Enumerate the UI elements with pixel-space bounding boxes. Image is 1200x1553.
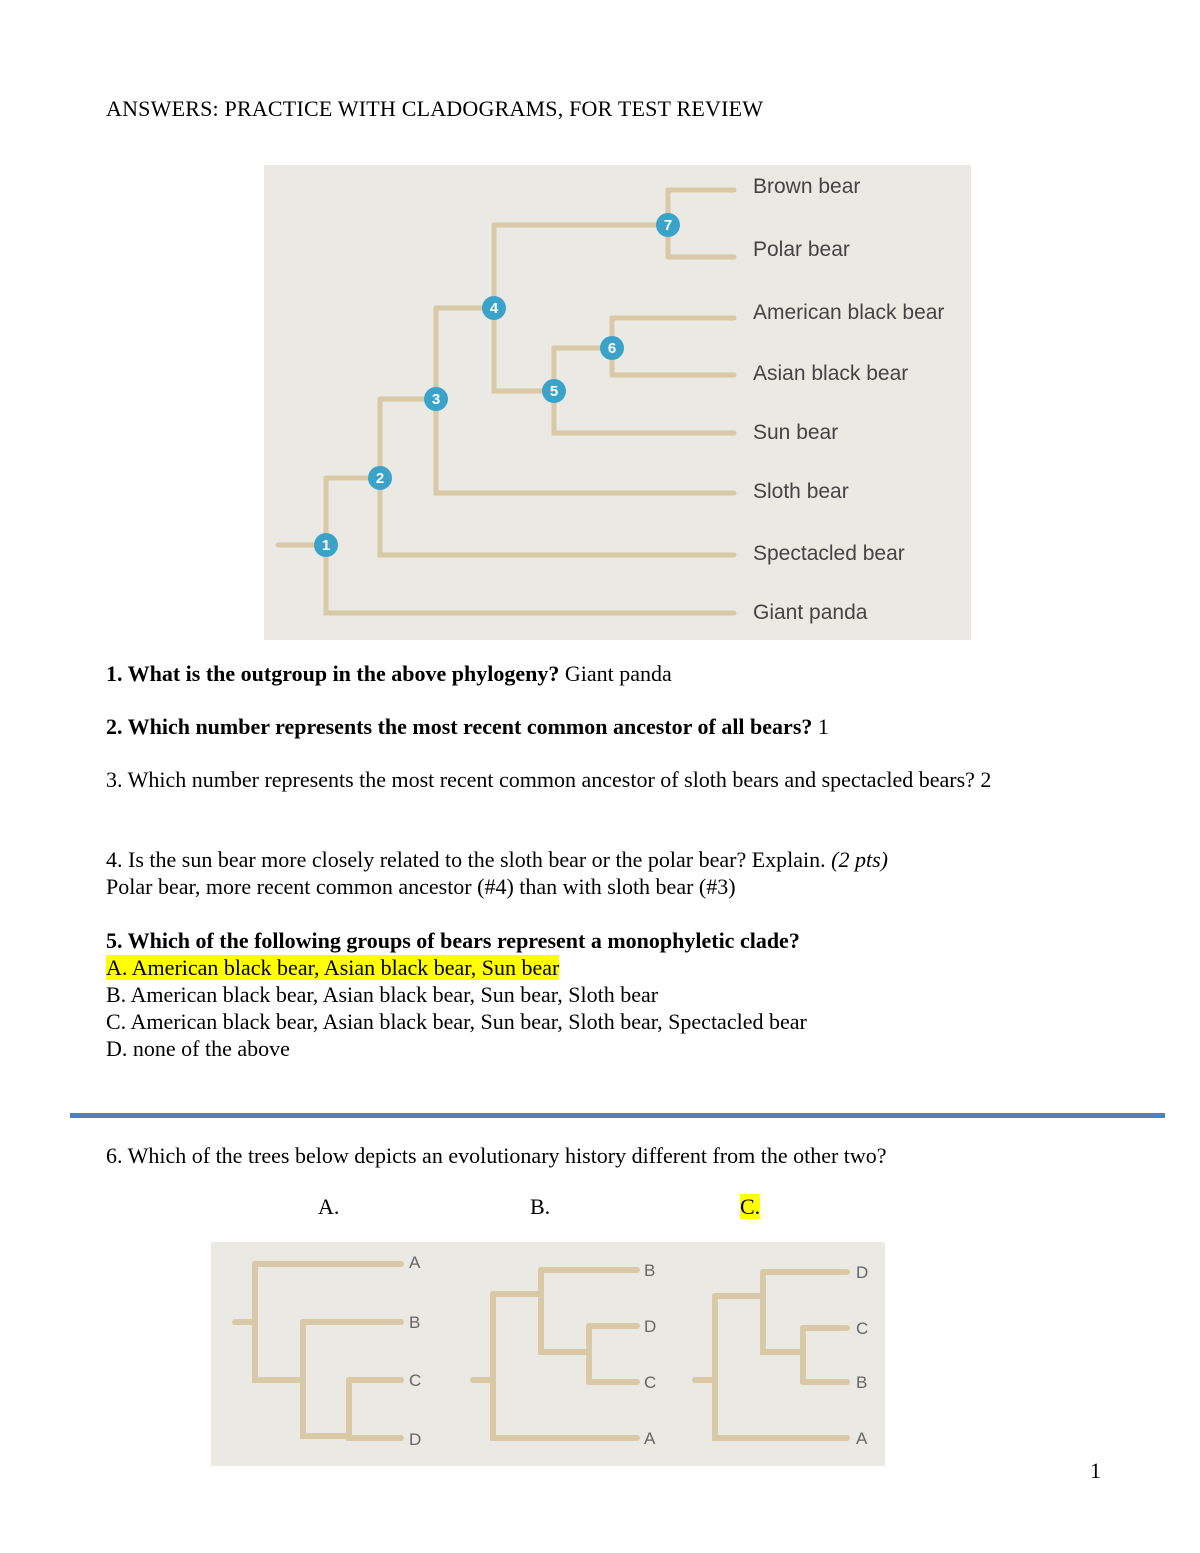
question-4-prompt: 4. Is the sun bear more closely related to the sloth bear or the polar bear? Explain. <box>106 847 826 872</box>
tree-label-c-highlighted: C. <box>740 1194 761 1219</box>
tree-a-tip: C <box>409 1371 422 1390</box>
option-b: B. American black bear, Asian black bear, Sun bear, Sloth bear <box>106 982 659 1007</box>
tree-c-tip: C <box>856 1319 869 1338</box>
taxon-label: Polar bear <box>753 238 850 261</box>
tree-b-tip: C <box>644 1373 657 1392</box>
page-title: ANSWERS: PRACTICE WITH CLADOGRAMS, FOR TEST REVIEW <box>106 96 764 121</box>
node-7-label: 7 <box>663 217 673 234</box>
option-a-highlighted: A. American black bear, Asian black bear, Sun bear <box>106 955 560 980</box>
taxon-label: Giant panda <box>753 601 868 624</box>
tree-b-tip: B <box>644 1261 656 1280</box>
question-2 <box>106 713 1096 740</box>
tree-a-tip: D <box>409 1430 422 1449</box>
taxon-label: American black bear <box>753 301 945 324</box>
taxon-label: Sun bear <box>753 421 839 444</box>
tree-c-tip: A <box>856 1429 868 1448</box>
question-2-answer: 1 <box>817 714 829 739</box>
page-number: 1 <box>1090 1458 1101 1483</box>
taxon-label: Brown bear <box>753 175 861 198</box>
question-2-prompt: 2. Which number represents the most recent common ancestor of all bears? <box>106 714 813 739</box>
question-1 <box>106 660 1096 687</box>
question-4-points: (2 pts) <box>831 847 888 872</box>
question-1-answer: Giant panda <box>564 661 672 686</box>
comparison-trees-figure <box>211 1242 885 1466</box>
question-4-answer: Polar bear, more recent common ancestor (#4) than with sloth bear (#3) <box>106 874 736 899</box>
taxon-label: Spectacled bear <box>753 542 905 565</box>
comparison-trees <box>211 1242 885 1466</box>
tree-label-a: A. <box>318 1194 340 1219</box>
question-5 <box>106 927 1096 1062</box>
tree-a-tip: B <box>409 1313 421 1332</box>
tree-c-tip: D <box>856 1263 869 1282</box>
node-1-label: 1 <box>321 537 331 554</box>
tree-a-tip: A <box>409 1253 421 1272</box>
node-4-label: 4 <box>489 300 499 317</box>
taxon-label: Sloth bear <box>753 480 849 503</box>
tree-c-tip: B <box>856 1373 868 1392</box>
tree-b-tip: A <box>644 1429 656 1448</box>
question-5-prompt: 5. Which of the following groups of bears represent a monophyletic clade? <box>106 928 800 953</box>
bear-cladogram-figure <box>264 165 971 640</box>
question-3-prompt: 3. Which number represents the most recent common ancestor of sloth bears and spectacled bears? <box>106 767 975 792</box>
question-6-prompt: 6. Which of the trees below depicts an evolutionary history different from the other two? <box>106 1143 887 1168</box>
bear-cladogram <box>264 165 971 640</box>
tree-label-b: B. <box>530 1194 551 1219</box>
tree-b-tip: D <box>644 1317 657 1336</box>
taxon-label: Asian black bear <box>753 362 909 385</box>
option-d: D. none of the above <box>106 1036 290 1061</box>
node-6-label: 6 <box>607 340 617 357</box>
node-5-label: 5 <box>549 383 559 400</box>
question-4 <box>106 846 1096 900</box>
question-3 <box>106 766 1096 793</box>
node-2-label: 2 <box>375 470 385 487</box>
option-c: C. American black bear, Asian black bear, Sun bear, Sloth bear, Spectacled bear <box>106 1009 807 1034</box>
section-divider <box>70 1113 1165 1118</box>
question-1-prompt: 1. What is the outgroup in the above phylogeny? <box>106 661 560 686</box>
node-3-label: 3 <box>431 391 441 408</box>
question-3-answer: 2 <box>980 767 992 792</box>
